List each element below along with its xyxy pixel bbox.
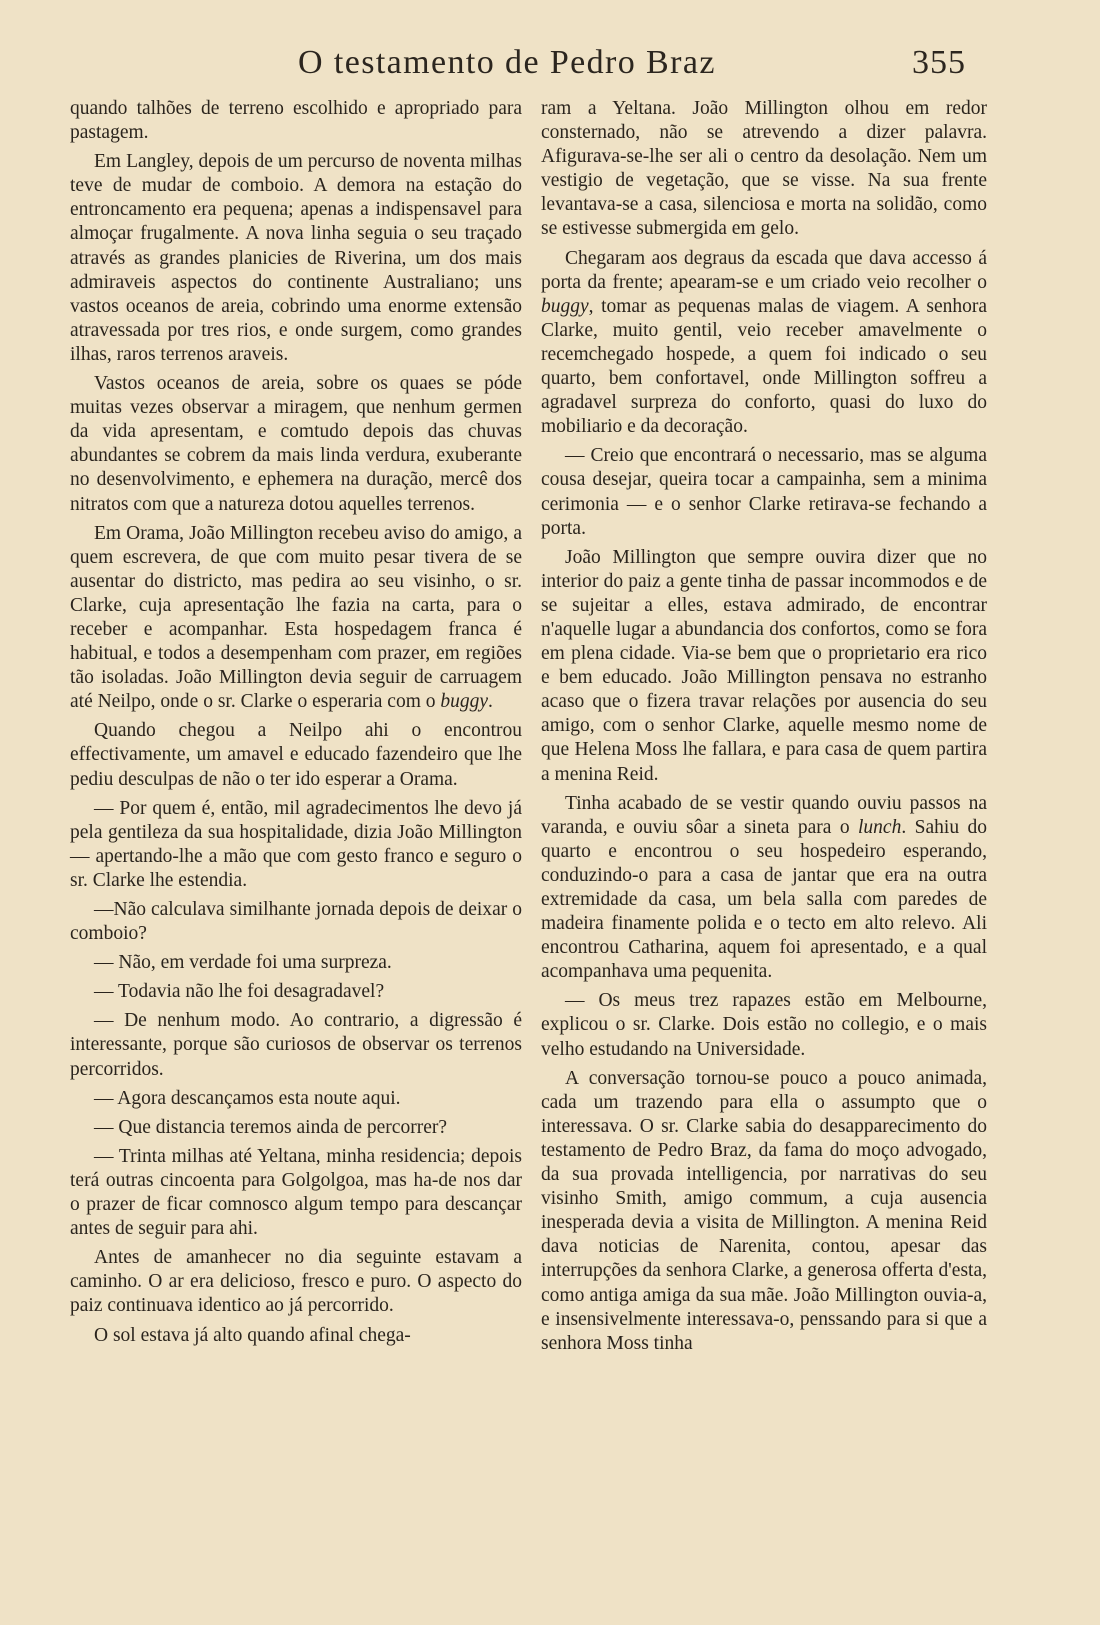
paragraph: Antes de amanhecer no dia seguinte estavam a caminho. O ar era delicioso, fresco e puro. O aspecto do paiz continuava identico ao já percorrido.: [70, 1247, 522, 1317]
dialogue-line: — Que distancia teremos ainda de percorrer?: [94, 1116, 447, 1138]
dialogue-line: — Os meus trez rapazes estão em Melbourne, explicou o sr. Clarke. Dois estão no collegio, e o mais velho estudando na Universidade.: [541, 990, 987, 1060]
paragraph: quando talhões de terreno escolhido e apropriado para pastagem.: [70, 98, 522, 144]
dialogue-line: — Por quem é, então, mil agradecimentos lhe devo já pela gentileza da sua hospitalidade, dizia João Millington — apertando-lhe a mão que com gesto franco e seguro o sr. Clarke lhe estendia.: [70, 797, 522, 891]
paragraph: Quando chegou a Neilpo ahi o encontrou effectivamente, um amavel e educado fazendeiro que lhe pediu desculpas de não o ter ido esperar a Orama.: [70, 720, 522, 790]
dialogue-line: — Todavia não lhe foi desagradavel?: [94, 981, 385, 1003]
italic-term: buggy: [541, 295, 589, 317]
running-title: O testamento de Pedro Braz: [298, 44, 716, 81]
paragraph: Em Langley, depois de um percurso de noventa milhas teve de mudar de comboio. A demora na estação do entroncamento era pequena; apenas a indispensavel para almoçar frugalmente. A nova linha seguia o seu traçado através as grandes planicies de Riverina, um dos mais admiraveis aspectos do continente Australiano; uns vastos oceanos de areia, cobrindo uma enorme extensão atravessada por tres rios, e onde surgem, como grandes ilhas, raros terrenos araveis.: [70, 151, 522, 365]
dialogue-line: — Agora descançamos esta noute aqui.: [94, 1087, 401, 1109]
italic-term: buggy: [440, 691, 489, 713]
dialogue-line: — De nenhum modo. Ao contrario, a digressão é interessante, porque são curiosos de observar os terrenos percorridos.: [70, 1010, 522, 1080]
dialogue-line: — Creio que encontrará o necessario, mas se alguma cousa desejar, queira tocar a campainha, sem a minima cerimonia — e o senhor Clarke retirava-se fechando a porta.: [541, 445, 987, 539]
page-number: 355: [912, 44, 966, 81]
paragraph: Chegaram aos degraus da escada que dava accesso á porta da frente; apearam-se e um criado veio recolher o buggy, tomar as pequenas malas de viagem. A senhora Clarke, muito gentil, veio receber amavelmente o recemchegado hospede, a quem foi indicado o seu quarto, bem confortavel, onde Millington soffreu a agradavel surpreza do conforto, quasi do luxo do mobiliario e da decoração.: [541, 247, 987, 438]
paragraph: João Millington que sempre ouvira dizer que no interior do paiz a gente tinha de passar incommodos e de se sujeitar a elles, estava admirado, de encontrar n'aquelle lugar a abundancia dos confortos, como se fora em plena cidade. Via-se bem que o proprietario era rico e bem educado. João Millington pensava no estranho acaso que o fizera travar relações por ausencia do seu amigo, com o senhor Clarke, aquelle mesmo nome de que Helena Moss lhe fallara, e para casa de quem partira a menina Reid.: [541, 546, 987, 785]
left-text-column: [70, 97, 522, 1348]
paragraph: Tinha acabado de se vestir quando ouviu passos na varanda, e ouviu sôar a sineta para o lunch. Sahiu do quarto e encontrou o seu hospedeiro esperando, conduzindo-o para a casa de jantar que era na outra extremidade da casa, um bela salla com paredes de madeira finamente polida e o tecto em alto relevo. Ali encontrou Catharina, aquem foi apresentado, e a qual acompanhava uma pequenita.: [541, 792, 987, 983]
paragraph: Em Orama, João Millington recebeu aviso do amigo, a quem escrevera, de que com muito pesar tivera de se ausentar do districto, mas pedira ao seu visinho, o sr. Clarke, cuja apresentação lhe fazia na carta, para o receber e acompanhar. Esta hospedagem franca é habitual, e todos a desempenham com prazer, em regiões tão isoladas. João Millington devia seguir de carruagem até Neilpo, onde o sr. Clarke o esperaria com o buggy.: [70, 522, 522, 713]
dialogue-line: — Não, em verdade foi uma surpreza.: [94, 952, 392, 974]
italic-term: lunch: [858, 816, 902, 838]
dialogue-line: —Não calculava similhante jornada depois de deixar o comboio?: [70, 899, 522, 945]
right-text-column: [541, 97, 987, 1356]
paragraph: Vastos oceanos de areia, sobre os quaes se póde muitas vezes observar a miragem, que nenhum germen da vida apresentam, e comtudo depois das chuvas abundantes se cobrem da mais linda verdura, exuberante no desenvolvimento, e ephemera na duração, mercê dos nitratos com que a natureza dotou aquelles terrenos.: [70, 373, 522, 515]
paragraph: A conversação tornou-se pouco a pouco animada, cada um trazendo para ella o assumpto que o interessava. O sr. Clarke sabia do desapparecimento do testamento de Pedro Braz, da fama do moço advogado, da sua provada intelligencia, por narrativas do seu visinho Smith, amigo commum, a cuja ausencia inesperada devia a visita de Millington. A menina Reid dava noticias de Narenita, contou, apesar das interrupções da senhora Clarke, a generosa offerta d'esta, como antiga amiga da sua mãe. João Millington ouvia-a, e insensivelmente interessava-o, penssando para si que a senhora Moss tinha: [541, 1067, 987, 1354]
page-header: [0, 40, 1100, 90]
dialogue-line: — Trinta milhas até Yeltana, minha residencia; depois terá outras cincoenta para Golgolgoa, mas ha-de nos dar o prazer de ficar comnosco algum tempo para descançar antes de seguir para ahi.: [70, 1145, 522, 1240]
paragraph: ram a Yeltana. João Millington olhou em redor consternado, não se atrevendo a dizer palavra. Afigurava-se-lhe ser ali o centro da desolação. Nem um vestigio de vegetação, que se visse. Na sua frente levantava-se a casa, silenciosa e morta na solidão, como se estivesse submergida em gelo.: [541, 98, 987, 240]
paragraph: O sol estava já alto quando afinal chega-: [94, 1324, 411, 1346]
